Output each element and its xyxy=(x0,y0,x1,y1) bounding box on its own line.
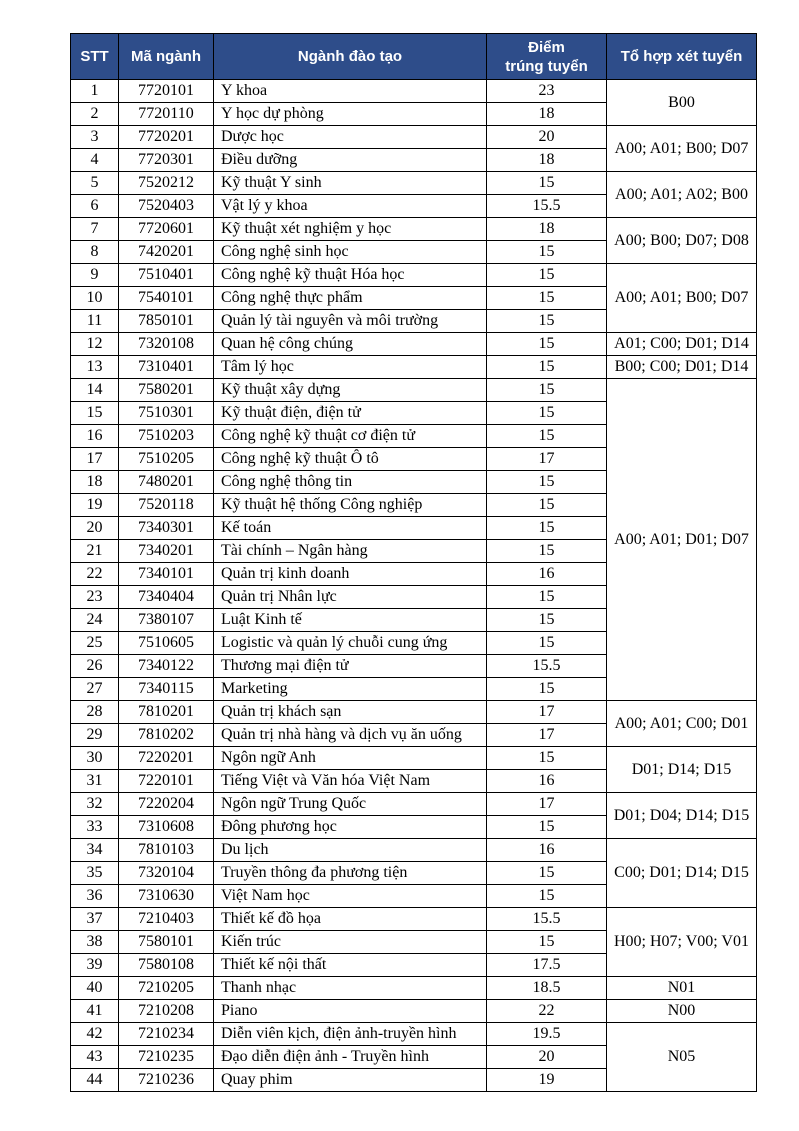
major-code-cell: 7310401 xyxy=(119,356,214,379)
stt-cell: 17 xyxy=(71,448,119,471)
admission-score-cell: 16 xyxy=(487,563,607,586)
major-name-cell: Đông phương học xyxy=(214,816,487,839)
major-name-cell: Quản trị khách sạn xyxy=(214,701,487,724)
major-code-cell: 7340301 xyxy=(119,517,214,540)
major-code-cell: 7810103 xyxy=(119,839,214,862)
admission-score-cell: 16 xyxy=(487,839,607,862)
stt-cell: 42 xyxy=(71,1023,119,1046)
admission-score-cell: 15 xyxy=(487,425,607,448)
subject-combination-cell: A00; B00; D07; D08 xyxy=(607,218,757,264)
major-code-cell: 7720301 xyxy=(119,149,214,172)
stt-cell: 35 xyxy=(71,862,119,885)
major-code-cell: 7210208 xyxy=(119,1000,214,1023)
stt-cell: 19 xyxy=(71,494,119,517)
major-code-cell: 7720110 xyxy=(119,103,214,126)
major-code-cell: 7310608 xyxy=(119,816,214,839)
major-name-cell: Y học dự phòng xyxy=(214,103,487,126)
header-subject-combination: Tổ hợp xét tuyển xyxy=(607,34,757,80)
major-code-cell: 7510301 xyxy=(119,402,214,425)
stt-cell: 38 xyxy=(71,931,119,954)
admission-score-cell: 16 xyxy=(487,770,607,793)
admission-score-cell: 15 xyxy=(487,609,607,632)
stt-cell: 13 xyxy=(71,356,119,379)
major-name-cell: Công nghệ thông tin xyxy=(214,471,487,494)
admission-score-cell: 15 xyxy=(487,747,607,770)
major-name-cell: Vật lý y khoa xyxy=(214,195,487,218)
stt-cell: 1 xyxy=(71,80,119,103)
major-code-cell: 7380107 xyxy=(119,609,214,632)
stt-cell: 28 xyxy=(71,701,119,724)
major-name-cell: Ngôn ngữ Anh xyxy=(214,747,487,770)
major-code-cell: 7420201 xyxy=(119,241,214,264)
header-score-line1: Điểm xyxy=(528,38,565,56)
major-name-cell: Logistic và quản lý chuỗi cung ứng xyxy=(214,632,487,655)
admission-score-cell: 15 xyxy=(487,862,607,885)
subject-combination-cell: B00 xyxy=(607,80,757,126)
major-name-cell: Luật Kinh tế xyxy=(214,609,487,632)
major-name-cell: Truyền thông đa phương tiện xyxy=(214,862,487,885)
stt-cell: 7 xyxy=(71,218,119,241)
major-name-cell: Thanh nhạc xyxy=(214,977,487,1000)
major-code-cell: 7210236 xyxy=(119,1069,214,1092)
major-code-cell: 7540101 xyxy=(119,287,214,310)
major-name-cell: Quản trị nhà hàng và dịch vụ ăn uống xyxy=(214,724,487,747)
stt-cell: 43 xyxy=(71,1046,119,1069)
stt-cell: 41 xyxy=(71,1000,119,1023)
stt-cell: 23 xyxy=(71,586,119,609)
major-code-cell: 7580201 xyxy=(119,379,214,402)
major-name-cell: Công nghệ kỹ thuật Ô tô xyxy=(214,448,487,471)
admission-score-cell: 20 xyxy=(487,126,607,149)
major-name-cell: Kỹ thuật xét nghiệm y học xyxy=(214,218,487,241)
major-code-cell: 7720201 xyxy=(119,126,214,149)
stt-cell: 5 xyxy=(71,172,119,195)
major-code-cell: 7210205 xyxy=(119,977,214,1000)
stt-cell: 25 xyxy=(71,632,119,655)
stt-cell: 44 xyxy=(71,1069,119,1092)
table-row xyxy=(71,977,757,1000)
major-code-cell: 7340201 xyxy=(119,540,214,563)
major-code-cell: 7480201 xyxy=(119,471,214,494)
admission-score-cell: 15 xyxy=(487,471,607,494)
admission-score-cell: 17 xyxy=(487,448,607,471)
table-row xyxy=(71,701,757,724)
admission-score-cell: 18 xyxy=(487,218,607,241)
subject-combination-cell: A00; A01; B00; D07 xyxy=(607,264,757,333)
major-name-cell: Y khoa xyxy=(214,80,487,103)
major-name-cell: Kỹ thuật xây dựng xyxy=(214,379,487,402)
stt-cell: 15 xyxy=(71,402,119,425)
stt-cell: 2 xyxy=(71,103,119,126)
major-code-cell: 7220101 xyxy=(119,770,214,793)
stt-cell: 4 xyxy=(71,149,119,172)
major-name-cell: Tài chính – Ngân hàng xyxy=(214,540,487,563)
major-code-cell: 7510203 xyxy=(119,425,214,448)
header-major-code: Mã ngành xyxy=(119,34,214,80)
header-major-name: Ngành đào tạo xyxy=(214,34,487,80)
admission-score-cell: 15 xyxy=(487,287,607,310)
admission-score-cell: 15 xyxy=(487,540,607,563)
subject-combination-cell: A00; A01; C00; D01 xyxy=(607,701,757,747)
stt-cell: 12 xyxy=(71,333,119,356)
stt-cell: 10 xyxy=(71,287,119,310)
admission-score-cell: 15 xyxy=(487,885,607,908)
stt-cell: 30 xyxy=(71,747,119,770)
subject-combination-cell: A00; A01; B00; D07 xyxy=(607,126,757,172)
stt-cell: 6 xyxy=(71,195,119,218)
major-name-cell: Kế toán xyxy=(214,517,487,540)
subject-combination-cell: C00; D01; D14; D15 xyxy=(607,839,757,908)
stt-cell: 37 xyxy=(71,908,119,931)
stt-cell: 29 xyxy=(71,724,119,747)
table-row xyxy=(71,80,757,103)
admission-score-cell: 15 xyxy=(487,241,607,264)
stt-cell: 36 xyxy=(71,885,119,908)
admission-score-cell: 22 xyxy=(487,1000,607,1023)
major-name-cell: Quay phim xyxy=(214,1069,487,1092)
stt-cell: 11 xyxy=(71,310,119,333)
table-header xyxy=(71,34,757,80)
admission-score-cell: 15 xyxy=(487,172,607,195)
table-row xyxy=(71,1000,757,1023)
major-name-cell: Công nghệ kỹ thuật cơ điện tử xyxy=(214,425,487,448)
major-name-cell: Marketing xyxy=(214,678,487,701)
major-code-cell: 7320104 xyxy=(119,862,214,885)
subject-combination-cell: N00 xyxy=(607,1000,757,1023)
stt-cell: 9 xyxy=(71,264,119,287)
major-code-cell: 7210403 xyxy=(119,908,214,931)
major-code-cell: 7220201 xyxy=(119,747,214,770)
major-name-cell: Quản trị kinh doanh xyxy=(214,563,487,586)
major-name-cell: Ngôn ngữ Trung Quốc xyxy=(214,793,487,816)
major-name-cell: Quản trị Nhân lực xyxy=(214,586,487,609)
table-row xyxy=(71,379,757,402)
admission-score-cell: 17 xyxy=(487,724,607,747)
table-row xyxy=(71,793,757,816)
major-name-cell: Điều dưỡng xyxy=(214,149,487,172)
stt-cell: 26 xyxy=(71,655,119,678)
admission-score-cell: 18 xyxy=(487,103,607,126)
subject-combination-cell: A00; A01; A02; B00 xyxy=(607,172,757,218)
major-name-cell: Công nghệ sinh học xyxy=(214,241,487,264)
admission-score-cell: 15 xyxy=(487,632,607,655)
stt-cell: 8 xyxy=(71,241,119,264)
major-name-cell: Kỹ thuật Y sinh xyxy=(214,172,487,195)
major-name-cell: Quan hệ công chúng xyxy=(214,333,487,356)
major-code-cell: 7210235 xyxy=(119,1046,214,1069)
stt-cell: 27 xyxy=(71,678,119,701)
major-code-cell: 7520403 xyxy=(119,195,214,218)
major-code-cell: 7310630 xyxy=(119,885,214,908)
table-row xyxy=(71,747,757,770)
admission-score-cell: 15 xyxy=(487,402,607,425)
major-name-cell: Thiết kế đồ họa xyxy=(214,908,487,931)
major-name-cell: Kỹ thuật điện, điện tử xyxy=(214,402,487,425)
admission-score-cell: 23 xyxy=(487,80,607,103)
table-row xyxy=(71,356,757,379)
stt-cell: 20 xyxy=(71,517,119,540)
admission-score-cell: 19.5 xyxy=(487,1023,607,1046)
major-code-cell: 7810201 xyxy=(119,701,214,724)
stt-cell: 33 xyxy=(71,816,119,839)
major-name-cell: Dược học xyxy=(214,126,487,149)
admission-score-cell: 15 xyxy=(487,816,607,839)
table-row xyxy=(71,172,757,195)
major-name-cell: Công nghệ thực phẩm xyxy=(214,287,487,310)
subject-combination-cell: D01; D14; D15 xyxy=(607,747,757,793)
major-code-cell: 7580101 xyxy=(119,931,214,954)
admission-score-cell: 20 xyxy=(487,1046,607,1069)
major-name-cell: Thiết kế nội thất xyxy=(214,954,487,977)
major-code-cell: 7520118 xyxy=(119,494,214,517)
admission-score-cell: 17.5 xyxy=(487,954,607,977)
table-row xyxy=(71,218,757,241)
stt-cell: 34 xyxy=(71,839,119,862)
major-code-cell: 7340115 xyxy=(119,678,214,701)
major-name-cell: Quản lý tài nguyên và môi trường xyxy=(214,310,487,333)
admission-score-cell: 15.5 xyxy=(487,655,607,678)
admission-score-cell: 15 xyxy=(487,517,607,540)
table-row xyxy=(71,264,757,287)
major-code-cell: 7340122 xyxy=(119,655,214,678)
major-code-cell: 7580108 xyxy=(119,954,214,977)
major-code-cell: 7510401 xyxy=(119,264,214,287)
header-row xyxy=(71,34,757,80)
subject-combination-cell: N05 xyxy=(607,1023,757,1092)
major-code-cell: 7510205 xyxy=(119,448,214,471)
stt-cell: 40 xyxy=(71,977,119,1000)
major-code-cell: 7850101 xyxy=(119,310,214,333)
major-code-cell: 7340404 xyxy=(119,586,214,609)
major-code-cell: 7320108 xyxy=(119,333,214,356)
major-code-cell: 7510605 xyxy=(119,632,214,655)
table-row xyxy=(71,126,757,149)
subject-combination-cell: A01; C00; D01; D14 xyxy=(607,333,757,356)
subject-combination-cell: H00; H07; V00; V01 xyxy=(607,908,757,977)
table-row xyxy=(71,908,757,931)
major-name-cell: Tâm lý học xyxy=(214,356,487,379)
stt-cell: 31 xyxy=(71,770,119,793)
major-code-cell: 7720101 xyxy=(119,80,214,103)
major-code-cell: 7520212 xyxy=(119,172,214,195)
major-name-cell: Việt Nam học xyxy=(214,885,487,908)
subject-combination-cell: D01; D04; D14; D15 xyxy=(607,793,757,839)
admission-score-table xyxy=(70,33,757,1092)
stt-cell: 24 xyxy=(71,609,119,632)
major-name-cell: Đạo diễn điện ảnh - Truyền hình xyxy=(214,1046,487,1069)
major-name-cell: Piano xyxy=(214,1000,487,1023)
header-stt: STT xyxy=(71,34,119,80)
stt-cell: 21 xyxy=(71,540,119,563)
admission-score-cell: 18 xyxy=(487,149,607,172)
header-admission-score xyxy=(487,34,607,80)
admission-score-cell: 19 xyxy=(487,1069,607,1092)
table-body xyxy=(71,80,757,1092)
major-code-cell: 7210234 xyxy=(119,1023,214,1046)
admission-score-cell: 15 xyxy=(487,494,607,517)
header-score-line2: trúng tuyển xyxy=(505,57,588,75)
admission-score-cell: 17 xyxy=(487,701,607,724)
major-code-cell: 7340101 xyxy=(119,563,214,586)
stt-cell: 16 xyxy=(71,425,119,448)
subject-combination-cell: B00; C00; D01; D14 xyxy=(607,356,757,379)
admission-score-cell: 15 xyxy=(487,379,607,402)
admission-score-cell: 15.5 xyxy=(487,908,607,931)
subject-combination-cell: N01 xyxy=(607,977,757,1000)
stt-cell: 22 xyxy=(71,563,119,586)
major-code-cell: 7810202 xyxy=(119,724,214,747)
admission-score-cell: 15 xyxy=(487,264,607,287)
stt-cell: 3 xyxy=(71,126,119,149)
stt-cell: 32 xyxy=(71,793,119,816)
major-name-cell: Thương mại điện tử xyxy=(214,655,487,678)
stt-cell: 18 xyxy=(71,471,119,494)
admission-score-cell: 15 xyxy=(487,333,607,356)
admission-score-cell: 15 xyxy=(487,310,607,333)
admission-score-cell: 18.5 xyxy=(487,977,607,1000)
admission-score-cell: 15 xyxy=(487,931,607,954)
major-name-cell: Diễn viên kịch, điện ảnh-truyền hình xyxy=(214,1023,487,1046)
major-name-cell: Kỹ thuật hệ thống Công nghiệp xyxy=(214,494,487,517)
major-code-cell: 7720601 xyxy=(119,218,214,241)
table-row xyxy=(71,1023,757,1046)
stt-cell: 39 xyxy=(71,954,119,977)
table-row xyxy=(71,839,757,862)
major-name-cell: Du lịch xyxy=(214,839,487,862)
admission-score-cell: 15 xyxy=(487,356,607,379)
major-code-cell: 7220204 xyxy=(119,793,214,816)
table-row xyxy=(71,333,757,356)
major-name-cell: Công nghệ kỹ thuật Hóa học xyxy=(214,264,487,287)
stt-cell: 14 xyxy=(71,379,119,402)
admission-score-cell: 15 xyxy=(487,678,607,701)
major-name-cell: Kiến trúc xyxy=(214,931,487,954)
subject-combination-cell: A00; A01; D01; D07 xyxy=(607,379,757,701)
major-name-cell: Tiếng Việt và Văn hóa Việt Nam xyxy=(214,770,487,793)
admission-score-cell: 15.5 xyxy=(487,195,607,218)
admission-score-cell: 17 xyxy=(487,793,607,816)
admission-score-cell: 15 xyxy=(487,586,607,609)
